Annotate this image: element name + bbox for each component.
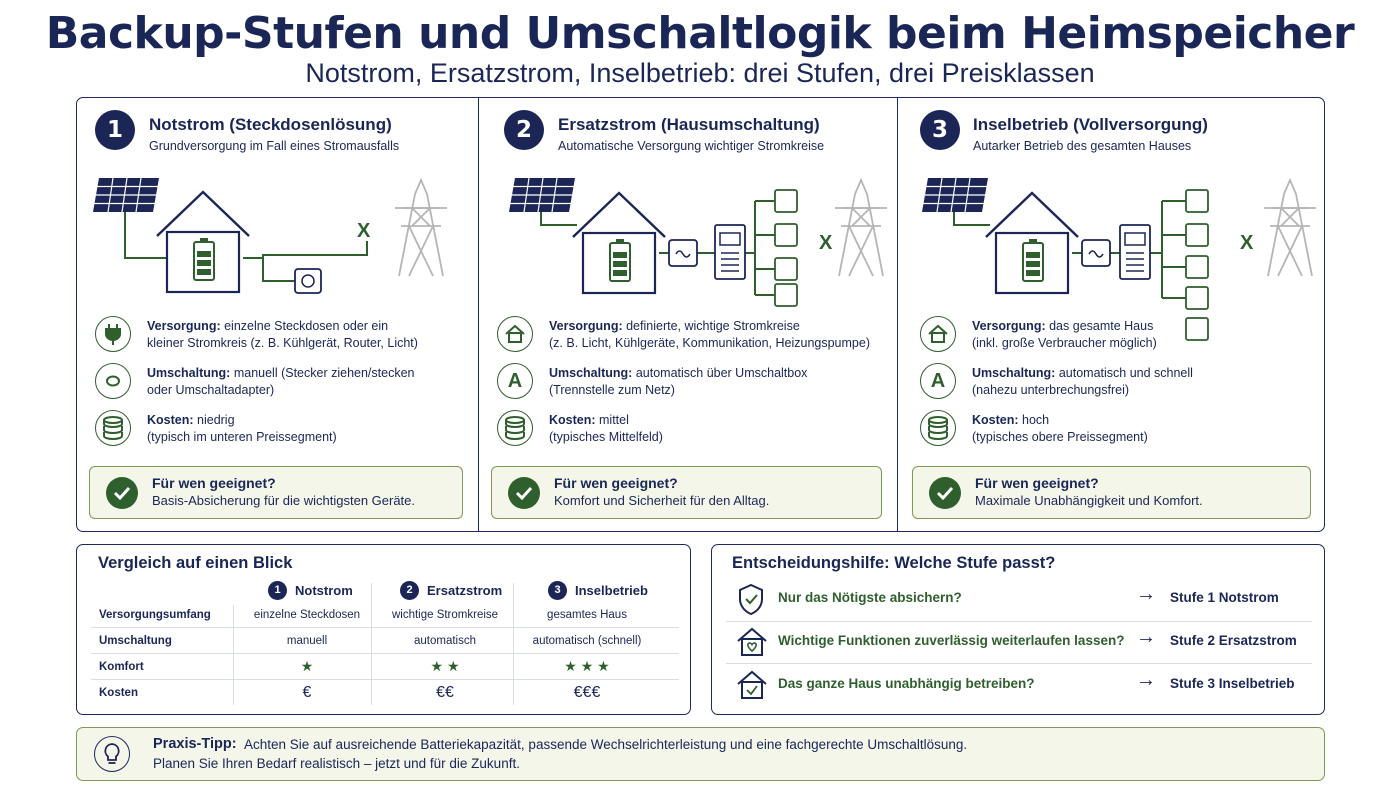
solar-panel-icon [922,178,988,212]
stage-3: 3 Inselbetrieb (Vollversorgung) Autarker Betrieb des gesamten Hauses X Versorgung: das gesamte Haus (inkl. große Verbraucher möglich) A Umschaltung: automatisch und schnell (nahezu unterbrechungsfrei) Kosten: hoch (typisches obere Preissegment) Für wen geeignet? Maximale Unabhängigkeit und Komfort. [897,98,1324,531]
column-header-ersatzstrom: 2 Ersatzstrom [400,581,502,600]
row-label: Umschaltung [99,635,172,647]
inverter-icon [1082,240,1110,266]
row-label: Kosten [99,687,138,699]
row-label: Komfort [99,661,144,673]
stage-2: 2 Ersatzstrom (Hausumschaltung) Automatische Versorgung wichtiger Stromkreise X Versorgung: definierte, wichtige Stromkreise (z. B. Licht, Kühlgeräte, Kommunikation, Heizungspumpe) A Umschaltung: automatisch über Umschaltbox (Trennstelle zum Netz) Kosten: mittel (typisches Mittelfeld) Für wen geeignet? Komfort und Sicherheit für den Alltag. [478,98,897,531]
stage-title: Notstrom (Steckdosenlösung) [149,115,392,134]
comparison-table [76,544,691,715]
stage-1: 1 Notstrom (Steckdosenlösung) Grundversorgung im Fall eines Stromausfalls X Versorgung: einzelne Steckdosen oder ein kleiner Stromkreis (z. B. Kühlgerät, Router, Licht) Umschaltung: manuell (Stecker ziehen/stecken oder Umschaltadapter) Kosten: niedrig (typisch im unteren Preissegment) Für wen geeignet? Basis-Absicherung für die wichtigsten Geräte. [77,98,478,531]
appliance-load-icon [1186,287,1208,309]
rating-stars: ★ [300,658,314,674]
table-cell: manuell [286,635,328,647]
decision-help [711,544,1325,715]
house-heart-icon [736,625,768,659]
power-tower-icon [835,180,887,276]
fit-box: Für wen geeignet? Basis-Absicherung für die wichtigsten Geräte. [89,466,463,519]
practice-tip [76,727,1325,781]
rating-stars: ★ ★ ★ [564,658,610,674]
house-icon [497,316,533,352]
adapter-icon [95,363,131,399]
decision-title: Entscheidungshilfe: Welche Stufe passt? [732,554,1056,572]
tip-text: Achten Sie auf ausreichende Batteriekapazität, passende Wechselrichterleistung und eine fachgerechte Umschaltlösung. [244,737,968,752]
column-header-notstrom: 1 Notstrom [268,581,353,600]
fridge-load-icon [775,224,797,246]
grid-disconnect-mark: X [357,220,371,242]
table-cell: automatisch (schnell) [532,635,642,647]
house-icon [573,193,665,293]
decision-row: Wichtige Funktionen zuverlässig weiterlaufen lassen? → Stufe 2 Ersatzstrom [726,621,1312,663]
inverter-icon [669,240,697,266]
socket-icon [295,269,321,293]
house-icon [986,193,1078,293]
stage-title: Ersatzstrom (Hausumschaltung) [558,115,820,134]
stage-2-illustration [489,173,889,308]
coins-icon [920,410,956,446]
table-cell: einzelne Steckdosen [253,609,361,621]
tip-text: Planen Sie Ihren Bedarf realistisch – jetzt und für die Zukunft. [153,756,520,771]
switch-box-icon [1120,225,1150,279]
appliance-load-icon [775,284,797,306]
shield-icon [736,582,766,616]
solar-panel-icon [93,178,159,212]
column-header-inselbetrieb: 3 Inselbetrieb [548,581,648,600]
solar-panel-icon [509,178,575,212]
wifi-load-icon [775,258,797,280]
rating-stars: ★ ★ [430,658,460,674]
table-cell: automatisch [413,635,476,647]
page-subtitle: Notstrom, Ersatzstrom, Inselbetrieb: drei Stufen, drei Preisklassen [305,58,1095,88]
stage-number: 3 [920,110,960,150]
house-icon [920,316,956,352]
stage-number: 2 [504,110,544,150]
stage-subtitle: Grundversorgung im Fall eines Stromausfalls [149,139,400,153]
stages-panel [76,97,1325,532]
house-check-icon [736,668,768,702]
arrow-right-icon: → [1136,669,1156,691]
stage-number: 1 [95,110,135,150]
check-icon [508,477,540,509]
arrow-right-icon: → [1136,626,1156,648]
table-cell: gesamtes Haus [547,609,627,621]
switch-box-icon [715,225,745,279]
coins-icon [95,410,131,446]
table-cell: wichtige Stromkreise [391,609,499,621]
light-load-icon [775,190,797,212]
lightbulb-icon [94,736,130,772]
stage-subtitle: Autarker Betrieb des gesamten Hauses [973,139,1192,153]
power-tower-icon [1264,180,1316,276]
automatic-icon: A [920,363,956,399]
check-icon [929,477,961,509]
wifi-load-icon [1186,256,1208,278]
cost-symbol: €€€ [573,684,601,701]
grid-disconnect-mark: X [1240,232,1254,254]
page-title: Backup-Stufen und Umschaltlogik beim Heimspeicher [45,8,1355,59]
decision-row: Das ganze Haus unabhängig betreiben? → Stufe 3 Inselbetrieb [726,664,1312,706]
fridge-load-icon [1186,224,1208,246]
automatic-icon: A [497,363,533,399]
fit-box: Für wen geeignet? Maximale Unabhängigkeit und Komfort. [912,466,1311,519]
tip-label: Praxis-Tipp: [153,736,237,752]
check-icon [106,477,138,509]
comparison-title: Vergleich auf einen Blick [98,554,293,572]
row-label: Versorgungsumfang [99,609,211,621]
cost-symbol: € [302,684,312,701]
decision-row: Nur das Nötigste absichern? → Stufe 1 Notstrom [726,578,1312,620]
stage-title: Inselbetrieb (Vollversorgung) [973,115,1208,134]
house-icon [157,192,249,292]
light-load-icon [1186,190,1208,212]
cost-symbol: €€ [436,684,454,701]
coins-icon [497,410,533,446]
grid-disconnect-mark: X [819,232,833,254]
stage-1-illustration [87,173,467,303]
plug-icon [95,316,131,352]
arrow-right-icon: → [1136,583,1156,605]
fit-box: Für wen geeignet? Komfort und Sicherheit für den Alltag. [491,466,882,519]
power-tower-icon [395,180,447,276]
oven-load-icon [1186,318,1208,340]
stage-subtitle: Automatische Versorgung wichtiger Stromkreise [558,139,825,153]
